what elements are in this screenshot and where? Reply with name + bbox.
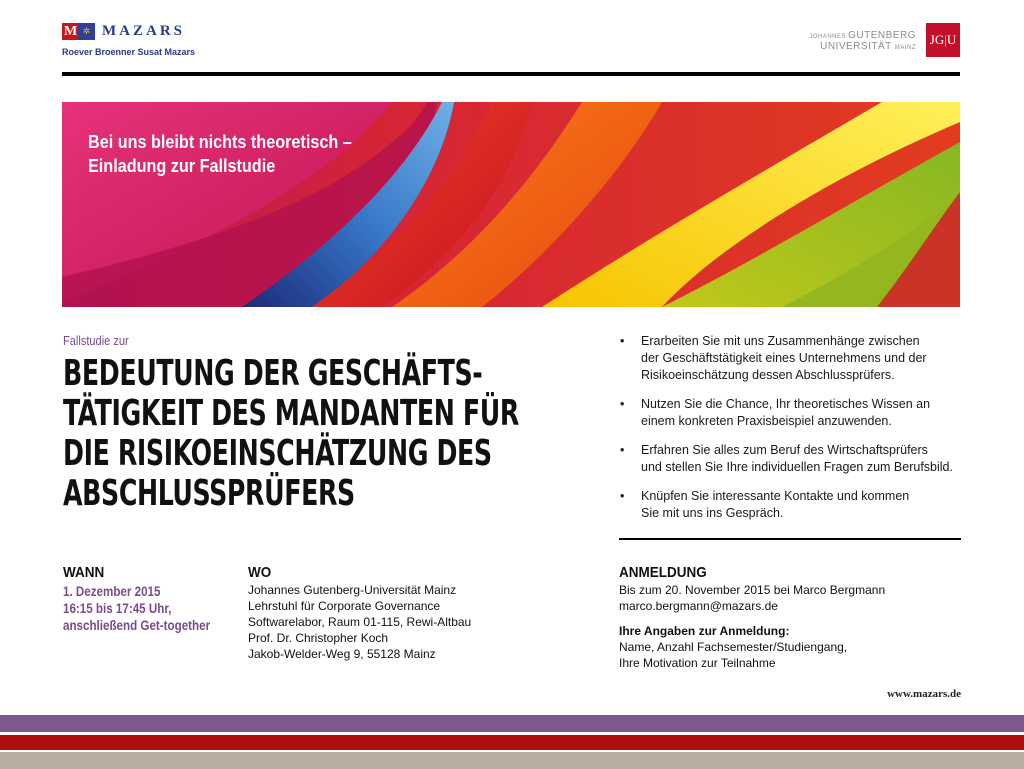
headline-line: ABSCHLUSSPRÜFERS	[63, 473, 355, 514]
list-item-line: • Knüpfen Sie interessante Kontakte und kommen	[641, 489, 910, 503]
hero-banner	[62, 102, 960, 307]
list-item-line: • Nutzen Sie die Chance, Ihr theoretisches Wissen an	[641, 397, 931, 411]
list-item	[620, 488, 965, 522]
jgu-line2: UNIVERSITÄT	[820, 41, 892, 52]
eu-stars-icon: ✲	[78, 23, 95, 40]
wo-heading: WO	[248, 564, 272, 581]
wo-line: Jakob-Welder-Weg 9, 55128 Mainz	[248, 647, 436, 661]
headline-line: TÄTIGKEIT DES MANDANTEN FÜR	[63, 393, 519, 434]
anmeldung-section	[619, 564, 885, 671]
mazars-subtitle: Roever Broenner Susat Mazars	[62, 47, 196, 57]
wo-line: Johannes Gutenberg-Universität Mainz	[248, 583, 457, 597]
jgu-line1-big: GUTENBERG	[848, 30, 916, 41]
jgu-wordmark	[809, 31, 916, 53]
wann-section	[63, 564, 234, 634]
benefits-list	[620, 333, 965, 534]
wann-date: 1. Dezember 2015	[63, 584, 161, 599]
wo-line: Prof. Dr. Christopher Koch	[248, 631, 389, 645]
list-item-line: der Geschäftstätigkeit eines Unternehmens und der	[641, 351, 927, 365]
headline-line: BEDEUTUNG DER GESCHÄFTS-	[63, 353, 483, 394]
list-item	[620, 333, 965, 384]
list-item-line: und stellen Sie Ihre individuellen Fragen zum Berufsbild.	[641, 460, 953, 474]
anmeldung-line: Name, Anzahl Fachsemester/Studiengang,	[619, 640, 848, 654]
jgu-logo-badge[interactable]: JG|U	[926, 23, 960, 57]
list-item-line: einem konkreten Praxisbeispiel anzuwenden.	[641, 414, 892, 428]
footer-stripe-red	[0, 735, 1024, 750]
header-divider	[62, 72, 960, 76]
list-item-line: • Erarbeiten Sie mit uns Zusammenhänge zwischen	[641, 334, 920, 348]
anmeldung-heading: ANMELDUNG	[619, 564, 707, 581]
list-item	[620, 396, 965, 430]
jgu-line1-small: JOHANNES	[809, 34, 846, 40]
banner-title	[88, 130, 352, 178]
banner-title-line1: Bei uns bleibt nichts theoretisch –	[88, 132, 352, 152]
wo-section	[248, 564, 471, 662]
mazars-badge-letter: M	[64, 24, 78, 39]
wo-line: Lehrstuhl für Corporate Governance	[248, 599, 441, 613]
page-title	[63, 353, 519, 514]
website-link[interactable]: www.mazars.de	[887, 688, 961, 700]
headline-line: DIE RISIKOEINSCHÄTZUNG DES	[63, 433, 492, 474]
footer-stripe-purple	[0, 715, 1024, 732]
jgu-line2-small: MAINZ	[894, 45, 916, 51]
mazars-badge-icon	[62, 23, 95, 40]
anmeldung-line: Ihre Motivation zur Teilnahme	[619, 656, 776, 670]
anmeldung-deadline: Bis zum 20. November 2015 bei Marco Bergmann	[619, 583, 886, 597]
list-item-line: Risikoeinschätzung dessen Abschlussprüfers.	[641, 368, 895, 382]
mazars-logo[interactable]	[62, 22, 202, 62]
footer-stripe-beige	[0, 752, 1024, 769]
wann-time: 16:15 bis 17:45 Uhr,	[63, 601, 172, 616]
list-item-line: • Erfahren Sie alles zum Beruf des Wirtschaftsprüfers	[641, 443, 928, 457]
section-divider	[619, 538, 961, 540]
mazars-wordmark: MAZARS	[102, 23, 186, 39]
wo-line: Softwarelabor, Raum 01-115, Rewi-Altbau	[248, 615, 472, 629]
anmeldung-email-link[interactable]: marco.bergmann@mazars.de	[619, 599, 778, 613]
anmeldung-subheading: Ihre Angaben zur Anmeldung:	[619, 624, 790, 638]
wann-heading: WANN	[63, 564, 105, 581]
banner-title-line2: Einladung zur Fallstudie	[88, 156, 276, 176]
list-item	[620, 442, 965, 476]
kicker-label: Fallstudie zur	[63, 333, 129, 348]
wann-extra: anschließend Get-together	[63, 618, 211, 633]
list-item-line: Sie mit uns ins Gespräch.	[641, 506, 784, 520]
